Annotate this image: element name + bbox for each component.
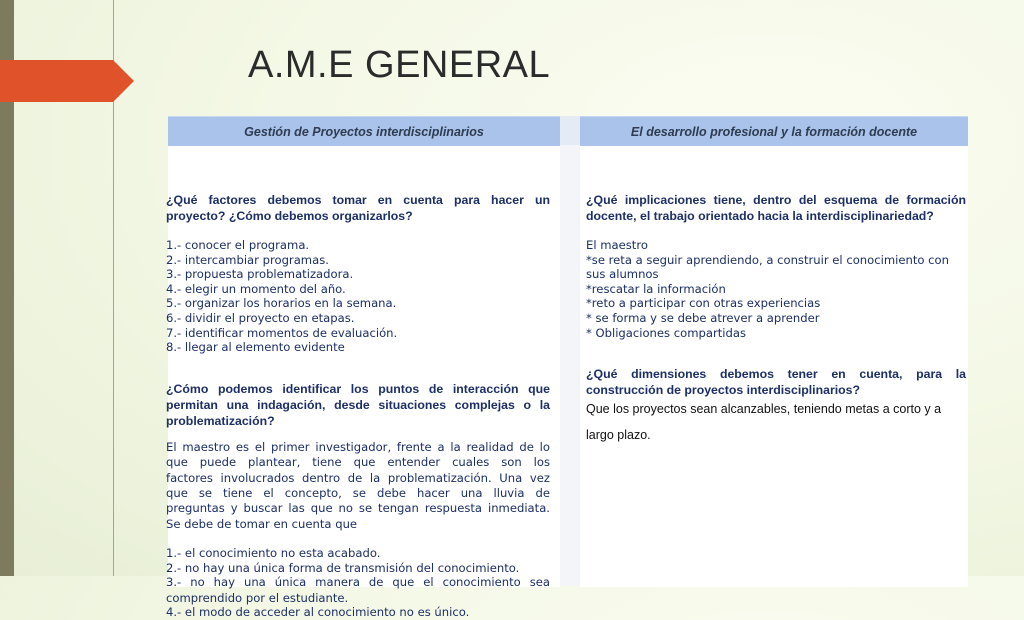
list-item: 5.- organizar los horarios en la semana. [166,296,397,311]
list-item: El maestro [586,238,648,252]
paragraph-line: que se tiene el concepto, se debe hacer una lluvia de [166,485,550,500]
question-line: ¿Qué dimensiones debemos tener en cuenta, para la [586,367,966,382]
list-item: comprendido por el estudiante. [166,590,349,605]
list-item: 3.- propuesta problematizadora. [166,267,354,282]
right-panel [580,116,968,586]
right-panel-content [586,146,966,443]
list-item: * Obligaciones compartidas [586,325,747,340]
answer-line: largo plazo. [586,428,651,443]
list-item: 8.- llegar al elemento evidente [166,340,345,355]
list-item: 2.- intercambiar programas. [166,252,329,267]
left-panel-header: Gestión de Proyectos interdisciplinarios [168,116,560,146]
slide-title: A.M.E GENERAL [248,44,551,86]
list-item: 2.- no hay una única forma de transmisión del conocimiento. [166,560,520,575]
list-item: *reto a participar con otras experiencias [586,296,821,311]
question-line: ¿Qué implicaciones tiene, dentro del esquema de formación [586,193,966,207]
right-panel-header: El desarrollo profesional y la formación docente [580,116,968,146]
list-item: 3.- no hay una única manera de que el conocimiento sea [166,575,550,590]
paragraph-line: Se debe de tomar en cuenta que [166,516,358,531]
question-line: ¿Qué factores debemos tomar en cuenta para hacer un [166,193,550,207]
paragraph-line: factores involucrados dentro de la problematización. Una vez [166,470,550,485]
question-line: construcción de proyectos interdisciplinarios? [586,383,861,398]
right-panel-body [580,146,968,587]
list-item: 7.- identificar momentos de evaluación. [166,325,398,340]
list-item: * se forma y se debe atrever a aprender [586,310,820,325]
paragraph-line: El maestro es el primer investigador, frente a la realidad de lo [166,439,550,454]
list-item: 1.- conocer el programa. [166,238,310,252]
paragraph-line: preguntas y buscar las que no se tengan respuesta inmediata. [166,501,550,516]
list-item: 4.- el modo de acceder al conocimiento no es único. [166,605,470,620]
column-gap [560,116,580,586]
left-panel-content [166,146,550,620]
list-item: *se reta a seguir aprendiendo, a construir el conocimiento con [586,252,949,267]
answer-line: Que los proyectos sean alcanzables, teniendo metas a corto y a [586,402,942,417]
list-item: *rescatar la información [586,281,726,296]
left-panel-body [166,146,560,620]
question-line: ¿Cómo podemos identificar los puntos de interacción que [166,381,550,396]
list-item: sus alumnos [586,267,659,282]
arrow-pointer-icon [0,60,134,102]
question-line: permitan una indagación, desde situaciones complejas o la [166,397,550,412]
list-item: 6.- dividir el proyecto en etapas. [166,310,355,325]
question-line: problematización? [166,413,275,428]
question-line: proyecto? ¿Cómo debemos organizarlos? [166,209,413,223]
question-line: docente, el trabajo orientado hacia la interdisciplinariedad? [586,209,934,223]
list-item: 1.- el conocimiento no esta acabado. [166,546,381,561]
left-panel [166,116,560,620]
paragraph-line: que puede plantear, tiene que entender cuales son los [166,455,550,470]
list-item: 4.- elegir un momento del año. [166,281,346,296]
